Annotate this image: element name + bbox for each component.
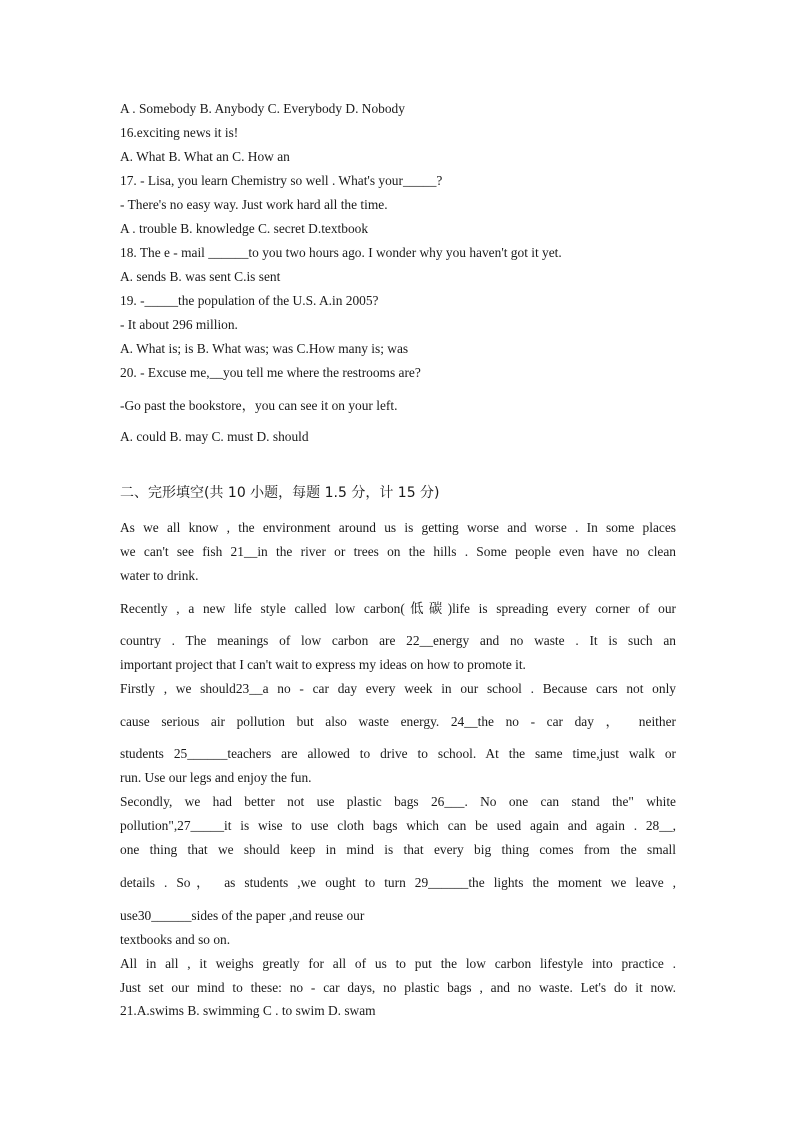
passage-line: Secondly, we had better not use plastic bags 26___. No one can stand the" white [120, 794, 676, 809]
passage-line: water to drink. [120, 568, 199, 583]
q20-stem: 20. - Excuse me,__you tell me where the restrooms are? [120, 365, 421, 380]
passage-line: run. Use our legs and enjoy the fun. [120, 770, 312, 785]
passage-line: Just set our mind to these: no - car days, no plastic bags , and no waste. Let's do it now. [120, 980, 676, 995]
section-heading: 二、完形填空(共 10 小题，每题 1.5 分，计 15 分) [120, 485, 440, 501]
q20-options: A. could B. may C. must D. should [120, 429, 309, 444]
passage-line: Recently , a new life style called low carbon(低碳)life is spreading every corner of our [120, 601, 676, 616]
passage-line: Firstly , we should23__a no - car day every week in our school . Because cars not only [120, 681, 676, 696]
passage-line: one thing that we should keep in mind is that every big thing comes from the small [120, 842, 676, 857]
q16-stem: 16.exciting news it is! [120, 125, 239, 140]
passage-line: All in all , it weighs greatly for all of us to put the low carbon lifestyle into practice . [120, 956, 676, 971]
q18-stem: 18. The e - mail ______to you two hours ago. I wonder why you haven't got it yet. [120, 245, 562, 260]
passage-line: students 25______teachers are allowed to drive to school. At the same time,just walk or [120, 746, 676, 761]
q19-reply: - It about 296 million. [120, 317, 238, 332]
passage-line: textbooks and so on. [120, 932, 231, 947]
q21-options: 21.A.swims B. swimming C . to swim D. swam [120, 1003, 376, 1018]
passage-line: pollution",27_____it is wise to use cloth bags which can be used again and again . 28__, [120, 818, 676, 833]
q19-options: A. What is; is B. What was; was C.How many is; was [120, 341, 409, 356]
q17-stem: 17. - Lisa, you learn Chemistry so well . What's your_____? [120, 173, 443, 188]
passage-line: we can't see fish 21__in the river or trees on the hills . Some people even have no clean [120, 544, 676, 559]
q17-options: A . trouble B. knowledge C. secret D.textbook [120, 221, 369, 236]
passage-line: use30______sides of the paper ,and reuse our [120, 908, 365, 923]
q20-reply: -Go past the bookstore，you can see it on your left. [120, 398, 398, 413]
q17-reply: - There's no easy way. Just work hard all the time. [120, 197, 388, 212]
passage-line: cause serious air pollution but also waste energy. 24__the no - car day ， neither [120, 714, 676, 729]
passage-line: details . So， as students ,we ought to turn 29______the lights the moment we leave , [120, 875, 676, 890]
passage-line: important project that I can't wait to express my ideas on how to promote it. [120, 657, 526, 672]
q18-options: A. sends B. was sent C.is sent [120, 269, 281, 284]
q19-stem: 19. -_____the population of the U.S. A.in 2005? [120, 293, 379, 308]
q15-options: A . Somebody B. Anybody C. Everybody D. Nobody [120, 101, 405, 116]
passage-line: As we all know , the environment around us is getting worse and worse . In some places [120, 520, 676, 535]
q16-options: A. What B. What an C. How an [120, 149, 290, 164]
passage-line: country . The meanings of low carbon are 22__energy and no waste . It is such an [120, 633, 676, 648]
